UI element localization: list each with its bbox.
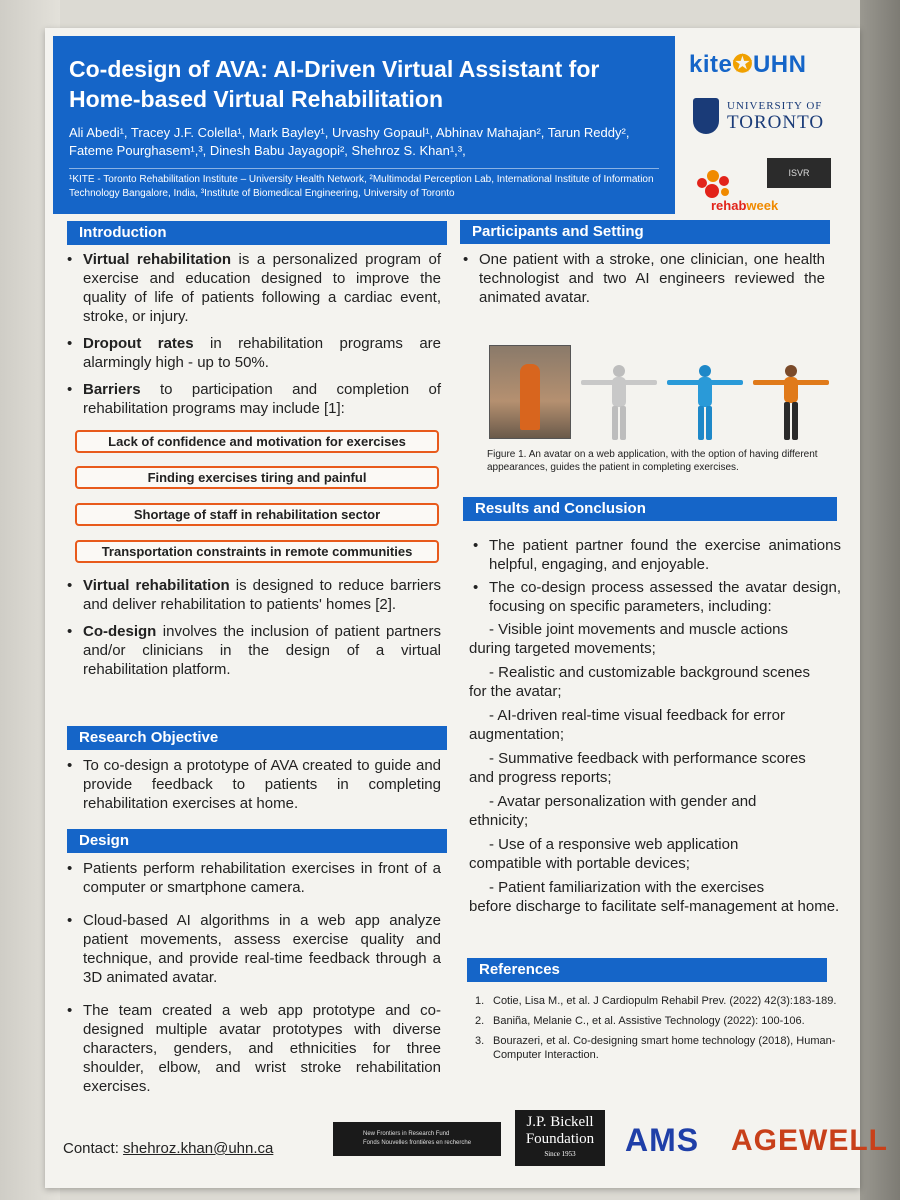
rehab-text: rehab — [711, 198, 747, 213]
kite-text: kite — [689, 51, 733, 78]
bickell-line-3: Since 1953 — [544, 1150, 576, 1158]
participants-heading: Participants and Setting — [460, 220, 830, 244]
results-bullet-2: • The co-design process assessed the avatar design, focusing on specific parameters, including: — [469, 578, 841, 616]
intro-bullet-4: • Virtual rehabilitation is designed to reduce barriers and deliver rehabilitation to patients' homes [2]. — [63, 576, 441, 614]
week-text: week — [746, 198, 779, 213]
jp-bickell-logo — [515, 1110, 605, 1166]
uoft-big: TORONTO — [727, 112, 825, 133]
title-box — [53, 36, 675, 214]
barrier-box-4: Transportation constraints in remote communities — [75, 540, 439, 563]
result-item-2: - Realistic and customizable background scenes for the avatar; — [469, 664, 810, 700]
figure-1 — [485, 343, 855, 451]
reference-2: 2. Baniña, Melanie C., et al. Assistive Technology (2022): 100-106. — [475, 1015, 805, 1027]
rehabweek-logo — [711, 198, 778, 213]
design-bullet-2: • Cloud-based AI algorithms in a web app analyze patient movements, assess exercise quality and technique, and provide real-time feedback through a 3D animated avatar. — [63, 911, 441, 987]
uoft-logo — [727, 100, 824, 134]
footer — [53, 1108, 888, 1180]
nfrf-line-2: Fonds Nouvelles frontières en recherche — [363, 1140, 472, 1146]
barrier-box-3: Shortage of staff in rehabilitation sector — [75, 503, 439, 526]
participants-body — [459, 250, 825, 315]
result-item-3: - AI-driven real-time visual feedback for error augmentation; — [469, 707, 785, 743]
avatar-gray-icon — [579, 363, 659, 443]
uoft-small: UNIVERSITY OF — [727, 100, 823, 112]
design-bullet-3: • The team created a web app prototype and co-designed multiple avatar prototypes with diverse characters, genders, and ethnicities for three shoulder, elbow, and wrist stroke rehabilitation exercises. — [63, 1001, 441, 1096]
participants-bullet-1: • One patient with a stroke, one clinician, one health technologist and two AI engineers reviewed the animated avatar. — [459, 250, 825, 307]
authors: Ali Abedi¹, Tracey J.F. Colella¹, Mark Bayley¹, Urvashy Gopaul¹, Abhinav Mahajan², Tarun Reddy², Fateme Pourghasem¹,³, Dinesh Babu Jayagopi², Shehroz S. Khan¹,³, — [69, 125, 630, 158]
research-objective-body — [63, 756, 441, 821]
intro-bullet-1: • Virtual rehabilitation is a personalized program of exercise and education designed to improve the quality of life of patients following a cardiac event, stroke, or injury. — [63, 250, 441, 326]
design-heading: Design — [67, 829, 447, 853]
intro-bullet-3: • Barriers to participation and completion of rehabilitation programs may include [1]: — [63, 380, 441, 418]
introduction-top — [63, 250, 441, 426]
barrier-box-2: Finding exercises tiring and painful — [75, 466, 439, 489]
introduction-heading: Introduction — [67, 221, 447, 245]
reference-3: 3. Bourazeri, et al. Co-designing smart home technology (2018), Human-Computer Interaction. — [475, 1035, 836, 1061]
intro-bullet-2: • Dropout rates in rehabilitation programs are alarmingly high - up to 50%. — [63, 334, 441, 372]
nfrf-logo — [333, 1122, 501, 1156]
design-bullet-1: • Patients perform rehabilitation exercises in front of a computer or smartphone camera. — [63, 859, 441, 897]
reference-1: 1. Cotie, Lisa M., et al. J Cardiopulm Rehabil Prev. (2022) 42(3):183-189. — [475, 995, 837, 1007]
references-heading: References — [467, 958, 827, 982]
bickell-line-1: J.P. Bickell — [526, 1114, 594, 1130]
result-item-1: - Visible joint movements and muscle actions during targeted movements; — [469, 621, 789, 657]
affiliations: ¹KITE - Toronto Rehabilitation Institute – University Health Network, ²Multimodal Perception Lab, International Institute of Information Technology Bangalore, India, ³Institute of Biomedical Engineering, University of Toronto — [69, 168, 659, 201]
result-item-4: - Summative feedback with performance scores and progress reports; — [469, 750, 806, 786]
poster — [45, 28, 888, 1188]
uhn-text: UHN — [752, 51, 807, 78]
kite-uhn-logo — [689, 50, 806, 79]
uoft-crest-icon — [693, 98, 719, 134]
contact — [63, 1140, 273, 1157]
result-item-6: - Use of a responsive web application compatible with portable devices; — [469, 836, 739, 872]
agewell-logo: AGEWELL — [731, 1124, 888, 1157]
result-item-7: - Patient familiarization with the exercises before discharge to facilitate self-management at home. — [469, 879, 840, 915]
results-heading: Results and Conclusion — [463, 497, 837, 521]
wall-right — [860, 0, 900, 1200]
isvr-logo: ISVR — [767, 158, 831, 188]
objective-bullet-1: • To co-design a prototype of AVA created to guide and provide feedback to patients in completing rehabilitation exercises at home. — [63, 756, 441, 813]
avatar-blue-icon — [665, 363, 745, 443]
results-bullet-1: • The patient partner found the exercise animations helpful, engaging, and enjoyable. — [469, 536, 841, 574]
poster-title: Co-design of AVA: AI-Driven Virtual Assistant for Home-based Virtual Rehabilitation — [69, 56, 600, 112]
bickell-line-2: Foundation — [525, 1131, 595, 1147]
references-body — [475, 994, 837, 1068]
intro-bullet-5: • Co-design involves the inclusion of patient partners and/or clinicians in the design of a virtual rehabilitation platform. — [63, 622, 441, 679]
barrier-box-1: Lack of confidence and motivation for exercises — [75, 430, 439, 453]
result-item-5: - Avatar personalization with gender and ethnicity; — [469, 793, 757, 829]
research-objective-heading: Research Objective — [67, 726, 447, 750]
nfrf-line-1: New Frontiers in Research Fund — [363, 1131, 450, 1137]
kite-star-icon: ✪ — [732, 51, 753, 78]
patient-photo — [489, 345, 571, 439]
design-body — [63, 859, 441, 1104]
contact-email-link[interactable]: shehroz.khan@uhn.ca — [123, 1140, 274, 1157]
ams-logo: AMS — [625, 1122, 700, 1158]
avatar-orange-icon — [751, 363, 831, 443]
introduction-bottom — [63, 576, 441, 687]
rehabweek-dots-icon — [693, 168, 737, 202]
results-body — [469, 536, 841, 921]
contact-label: Contact: — [63, 1140, 124, 1157]
logo-panel — [685, 40, 855, 216]
figure-caption: Figure 1. An avatar on a web application, with the option of having different appearances, guides the patient in completing exercises. — [487, 449, 818, 473]
